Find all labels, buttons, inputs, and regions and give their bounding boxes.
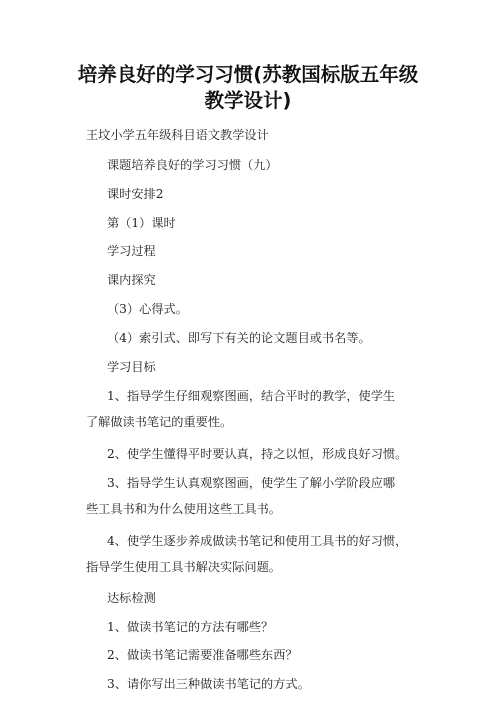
question-1: 1、做读书笔记的方法有哪些？ <box>107 620 274 634</box>
goal-1-line-b: 了解做读书笔记的重要性。 <box>86 415 233 429</box>
period-arrangement-line: 课时安排2 <box>107 187 164 201</box>
question-3: 3、请你写出三种做读书笔记的方式。 <box>107 677 310 691</box>
goal-4-line-b: 指导学生使用工具书解决实际问题。 <box>86 560 281 574</box>
section-heading-goals: 学习目标 <box>107 360 156 374</box>
list-item-4: （4）索引式、即写下有关的论文题目或书名等。 <box>107 331 371 345</box>
document-title-line-2: 教学设计) <box>204 89 292 112</box>
goal-4-line-a: 4、使学生逐步养成做读书笔记和使用工具书的好习惯， <box>107 534 408 548</box>
lesson-topic-line: 课题培养良好的学习习惯（九） <box>107 158 278 172</box>
section-heading-process: 学习过程 <box>107 244 156 258</box>
goal-3-line-a: 3、指导学生认真观察图画，使学生了解小学阶段应哪 <box>107 476 396 490</box>
section-heading-assessment: 达标检测 <box>107 591 156 605</box>
school-heading-line: 王坟小学五年级科目语文教学设计 <box>86 128 269 142</box>
goal-2-line: 2、使学生懂得平时要认真，持之以恒，形成良好习惯。 <box>107 447 408 461</box>
period-number-line: 第（1）课时 <box>107 216 176 230</box>
question-2: 2、做读书笔记需要准备哪些东西？ <box>107 648 298 662</box>
list-item-3: （3）心得式。 <box>107 302 188 316</box>
goal-3-line-b: 些工具书和为什么使用这些工具书。 <box>86 502 281 516</box>
goal-1-line-a: 1、指导学生仔细观察图画，结合平时的教学，使学生 <box>107 389 396 403</box>
document-title-line-1: 培养良好的学习习惯(苏教国标版五年级 <box>77 63 419 86</box>
section-heading-inquiry: 课内探究 <box>107 273 156 287</box>
